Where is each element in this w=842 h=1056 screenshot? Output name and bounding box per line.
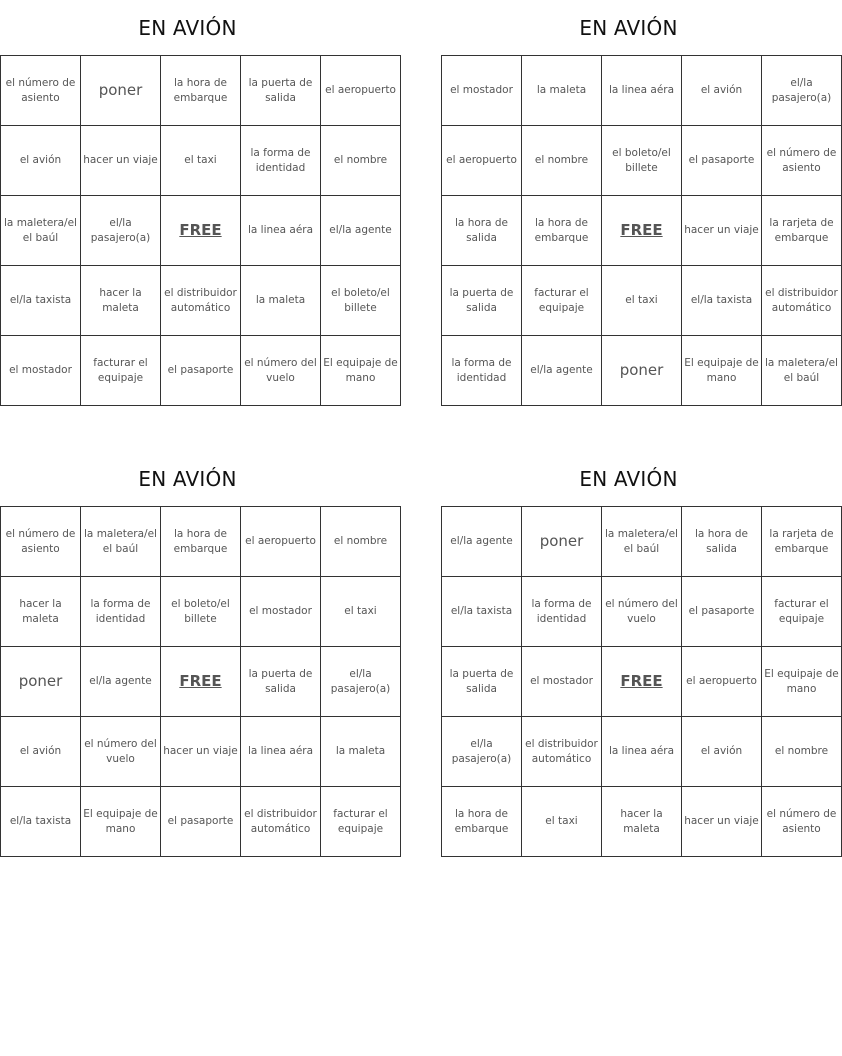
bingo-cell: hacer la maleta <box>81 266 161 336</box>
grid-row <box>442 56 842 126</box>
bingo-cell: el/la taxista <box>442 577 522 647</box>
bingo-cell: la maletera/el el baúl <box>81 507 161 577</box>
grid-row <box>442 647 842 717</box>
grid-row <box>442 336 842 406</box>
bingo-cell: el/la agente <box>81 647 161 717</box>
bingo-cell: el aeropuerto <box>241 507 321 577</box>
bingo-cell: la hora de embarque <box>161 56 241 126</box>
grid-row <box>442 266 842 336</box>
card-title: EN AVIÓN <box>579 467 678 491</box>
card-title: EN AVIÓN <box>138 467 237 491</box>
bingo-cell: hacer un viaje <box>682 787 762 857</box>
grid-row <box>1 577 401 647</box>
bingo-cell: el nombre <box>321 126 401 196</box>
bingo-cell: hacer un viaje <box>682 196 762 266</box>
bingo-cell: el boleto/el billete <box>321 266 401 336</box>
bingo-cell: el mostador <box>522 647 602 717</box>
bingo-card-3 <box>0 451 391 857</box>
grid-row <box>1 507 401 577</box>
bingo-cell: hacer la maleta <box>1 577 81 647</box>
bingo-cell: el pasaporte <box>682 577 762 647</box>
bingo-cell: el avión <box>682 717 762 787</box>
bingo-cell: la puerta de salida <box>241 647 321 717</box>
grid-row <box>1 126 401 196</box>
bingo-cell: la maletera/el el baúl <box>602 507 682 577</box>
free-space-cell: FREE <box>602 647 682 717</box>
bingo-cell: hacer la maleta <box>602 787 682 857</box>
bingo-cell: el aeropuerto <box>321 56 401 126</box>
bingo-cell: el/la pasajero(a) <box>442 717 522 787</box>
bingo-grid <box>0 506 401 857</box>
free-space-cell: FREE <box>161 196 241 266</box>
bingo-cell: facturar el equipaje <box>81 336 161 406</box>
bingo-cell: poner <box>1 647 81 717</box>
bingo-cell: la hora de embarque <box>522 196 602 266</box>
bingo-cell: la linea aéra <box>241 717 321 787</box>
bingo-cell: el número del vuelo <box>602 577 682 647</box>
bingo-cell: la forma de identidad <box>442 336 522 406</box>
grid-row <box>1 336 401 406</box>
bingo-cell: la hora de salida <box>682 507 762 577</box>
bingo-cell: el distribuidor automático <box>522 717 602 787</box>
bingo-cell: el mostador <box>442 56 522 126</box>
bingo-card-4 <box>441 451 839 857</box>
bingo-cell: el taxi <box>321 577 401 647</box>
bingo-cell: facturar el equipaje <box>522 266 602 336</box>
bingo-cell: el/la pasajero(a) <box>81 196 161 266</box>
bingo-cell: el taxi <box>161 126 241 196</box>
bingo-cell: El equipaje de mano <box>321 336 401 406</box>
bingo-cell: el/la taxista <box>1 787 81 857</box>
grid-row <box>1 717 401 787</box>
bingo-cell: el boleto/el billete <box>602 126 682 196</box>
bingo-cell: el distribuidor automático <box>762 266 842 336</box>
bingo-cell: el taxi <box>522 787 602 857</box>
bingo-grid <box>441 55 842 406</box>
grid-row <box>442 126 842 196</box>
bingo-cell: el mostador <box>241 577 321 647</box>
bingo-cell: el número del vuelo <box>241 336 321 406</box>
bingo-cell: el avión <box>1 126 81 196</box>
bingo-cell: el pasaporte <box>161 336 241 406</box>
bingo-cell: la hora de embarque <box>161 507 241 577</box>
bingo-cell: el avión <box>682 56 762 126</box>
bingo-cell: la maletera/el el baúl <box>1 196 81 266</box>
free-space-cell: FREE <box>602 196 682 266</box>
bingo-cell: la puerta de salida <box>241 56 321 126</box>
bingo-cell: hacer un viaje <box>81 126 161 196</box>
bingo-cell: el boleto/el billete <box>161 577 241 647</box>
bingo-cell: la rarjeta de embarque <box>762 196 842 266</box>
bingo-cell: el nombre <box>762 717 842 787</box>
bingo-cell: el nombre <box>321 507 401 577</box>
grid-row <box>1 787 401 857</box>
grid-row <box>442 787 842 857</box>
grid-row <box>442 717 842 787</box>
bingo-cell: el número del vuelo <box>81 717 161 787</box>
bingo-cell: facturar el equipaje <box>762 577 842 647</box>
bingo-cell: el/la taxista <box>682 266 762 336</box>
bingo-cell: el distribuidor automático <box>161 266 241 336</box>
bingo-cell: El equipaje de mano <box>682 336 762 406</box>
bingo-cell: el avión <box>1 717 81 787</box>
bingo-cell: el distribuidor automático <box>241 787 321 857</box>
grid-row <box>1 196 401 266</box>
grid-row <box>1 266 401 336</box>
bingo-cell: el número de asiento <box>762 126 842 196</box>
card-title: EN AVIÓN <box>138 16 237 40</box>
bingo-cell: la maleta <box>522 56 602 126</box>
bingo-cell: El equipaje de mano <box>81 787 161 857</box>
bingo-cell: el/la agente <box>321 196 401 266</box>
bingo-cell: la forma de identidad <box>81 577 161 647</box>
bingo-cell: hacer un viaje <box>161 717 241 787</box>
card-title: EN AVIÓN <box>579 16 678 40</box>
bingo-cell: la hora de embarque <box>442 787 522 857</box>
bingo-cell: el/la agente <box>442 507 522 577</box>
bingo-cell: la rarjeta de embarque <box>762 507 842 577</box>
bingo-cell: la linea aéra <box>602 56 682 126</box>
grid-row <box>442 196 842 266</box>
bingo-grid <box>441 506 842 857</box>
bingo-cell: el pasaporte <box>682 126 762 196</box>
grid-row <box>1 647 401 717</box>
bingo-cell: El equipaje de mano <box>762 647 842 717</box>
bingo-cell: la maleta <box>321 717 401 787</box>
bingo-card-1 <box>0 0 398 406</box>
bingo-cell: facturar el equipaje <box>321 787 401 857</box>
bingo-cell: el número de asiento <box>1 507 81 577</box>
bingo-cell: el nombre <box>522 126 602 196</box>
bingo-cell: el/la pasajero(a) <box>321 647 401 717</box>
bingo-cell: la puerta de salida <box>442 647 522 717</box>
bingo-grid <box>0 55 401 406</box>
bingo-cell: el número de asiento <box>1 56 81 126</box>
bingo-cell: el aeropuerto <box>442 126 522 196</box>
bingo-cell: poner <box>81 56 161 126</box>
bingo-cell: poner <box>522 507 602 577</box>
bingo-cell: el número de asiento <box>762 787 842 857</box>
bingo-cell: el taxi <box>602 266 682 336</box>
grid-row <box>442 577 842 647</box>
bingo-cell: el/la agente <box>522 336 602 406</box>
bingo-cell: la forma de identidad <box>522 577 602 647</box>
bingo-card-2 <box>441 0 838 406</box>
bingo-cell: el pasaporte <box>161 787 241 857</box>
bingo-cell: la maletera/el el baúl <box>762 336 842 406</box>
grid-row <box>442 507 842 577</box>
grid-row <box>1 56 401 126</box>
bingo-cell: poner <box>602 336 682 406</box>
bingo-cell: el mostador <box>1 336 81 406</box>
bingo-cell: la maleta <box>241 266 321 336</box>
bingo-cell: la linea aéra <box>602 717 682 787</box>
bingo-cell: la puerta de salida <box>442 266 522 336</box>
bingo-cell: el aeropuerto <box>682 647 762 717</box>
bingo-cell: el/la taxista <box>1 266 81 336</box>
bingo-cell: la forma de identidad <box>241 126 321 196</box>
free-space-cell: FREE <box>161 647 241 717</box>
bingo-cell: la hora de salida <box>442 196 522 266</box>
bingo-cell: la linea aéra <box>241 196 321 266</box>
bingo-cell: el/la pasajero(a) <box>762 56 842 126</box>
